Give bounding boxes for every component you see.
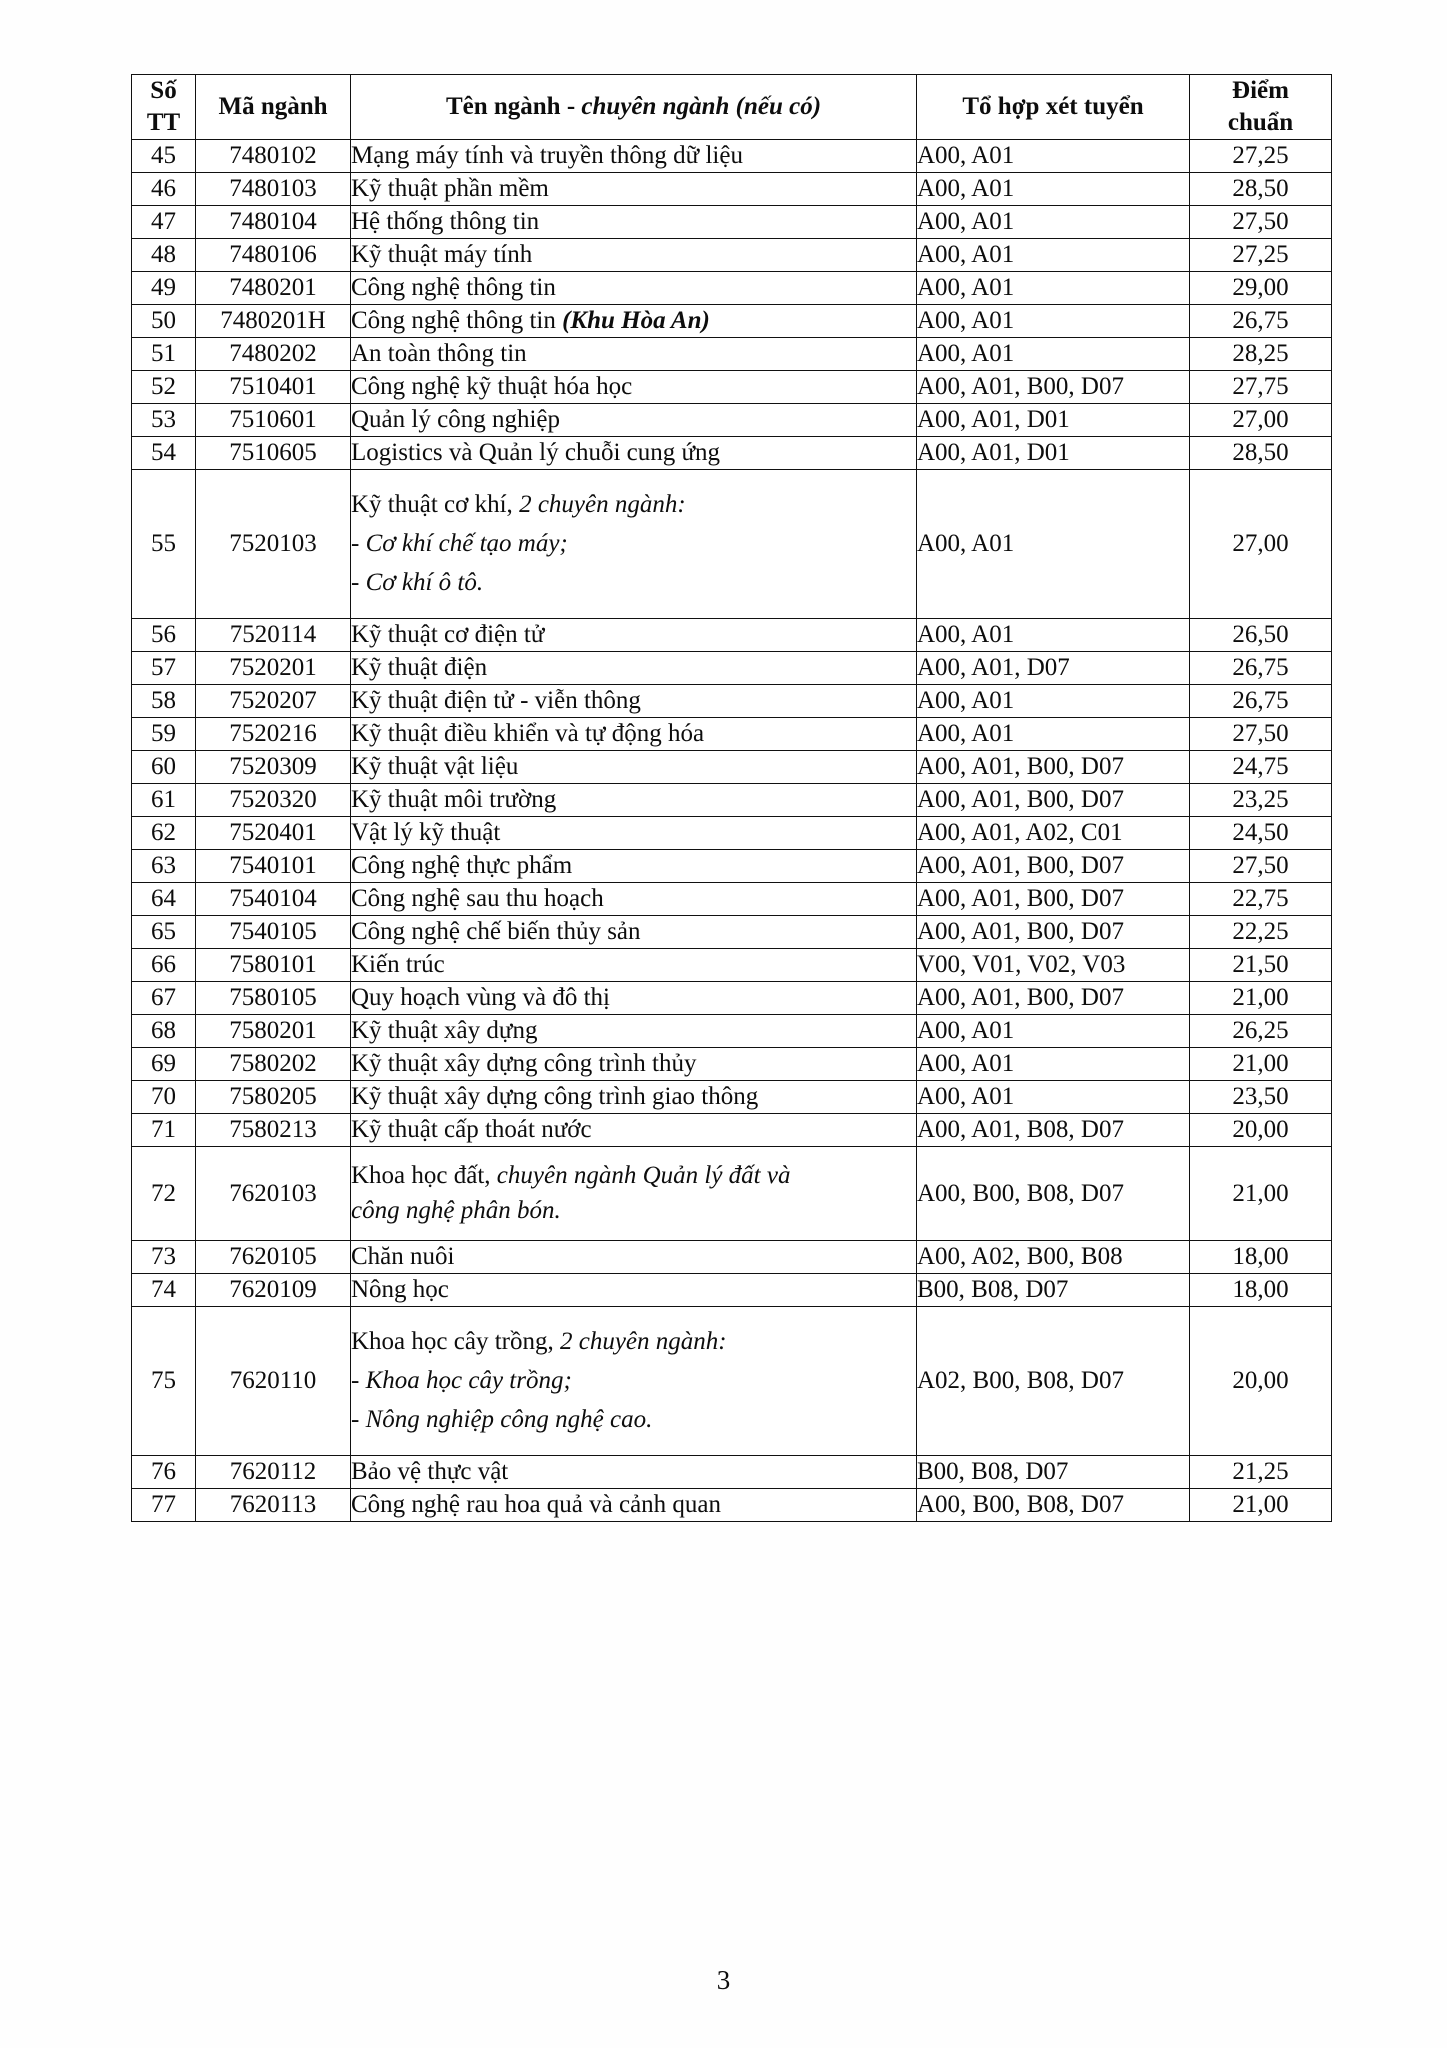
table-row — [132, 1048, 1332, 1081]
cell-stt: 59 — [132, 718, 196, 751]
cell-stt: 52 — [132, 371, 196, 404]
ten-nganh-text: Quy hoạch vùng và đô thị — [351, 984, 610, 1011]
cell-diem-chuan: 28,50 — [1190, 437, 1332, 470]
cell-stt: 50 — [132, 305, 196, 338]
cell-diem-chuan: 28,25 — [1190, 338, 1332, 371]
cell-ma-nganh: 7620109 — [196, 1274, 351, 1307]
cell-to-hop-xet-tuyen: A00, A01, B00, D07 — [917, 916, 1190, 949]
table-row — [132, 1307, 1332, 1456]
cell-ma-nganh: 7620113 — [196, 1489, 351, 1522]
table-header-row — [132, 75, 1332, 140]
cell-to-hop-xet-tuyen: A00, A01 — [917, 685, 1190, 718]
cell-ma-nganh: 7520216 — [196, 718, 351, 751]
cell-diem-chuan: 27,25 — [1190, 140, 1332, 173]
cell-ten-nganh — [351, 1015, 917, 1048]
table-row — [132, 371, 1332, 404]
cell-diem-chuan: 27,00 — [1190, 470, 1332, 619]
cell-ma-nganh: 7580201 — [196, 1015, 351, 1048]
cell-stt: 75 — [132, 1307, 196, 1456]
column-header-stt — [132, 75, 196, 140]
ten-nganh-text: Kỹ thuật cấp thoát nước — [351, 1116, 592, 1143]
column-header-ten-nganh — [351, 75, 917, 140]
ten-nganh-text: Logistics và Quản lý chuỗi cung ứng — [351, 439, 721, 466]
cell-ten-nganh — [351, 272, 917, 305]
cell-ten-nganh — [351, 1241, 917, 1274]
cell-ma-nganh: 7480201 — [196, 272, 351, 305]
cell-diem-chuan: 18,00 — [1190, 1274, 1332, 1307]
column-header-ten-nganh-plain: Tên ngành - — [445, 93, 582, 120]
cell-ten-nganh — [351, 239, 917, 272]
ten-nganh-text: Kỹ thuật cơ khí, — [351, 491, 520, 518]
cell-ten-nganh — [351, 1456, 917, 1489]
table-header — [132, 75, 1332, 140]
cell-stt: 66 — [132, 949, 196, 982]
cell-ten-nganh — [351, 1147, 917, 1241]
table-body — [132, 140, 1332, 1522]
cell-ma-nganh: 7520103 — [196, 470, 351, 619]
cell-ma-nganh: 7580202 — [196, 1048, 351, 1081]
table-row — [132, 1274, 1332, 1307]
cell-ten-nganh — [351, 1489, 917, 1522]
table-row — [132, 1241, 1332, 1274]
ten-nganh-text: Kỹ thuật xây dựng công trình thủy — [351, 1050, 697, 1077]
cell-ma-nganh: 7580205 — [196, 1081, 351, 1114]
cell-ma-nganh: 7580213 — [196, 1114, 351, 1147]
cell-stt: 45 — [132, 140, 196, 173]
column-header-diem-line2: chuẩn — [1227, 109, 1294, 136]
cell-ten-nganh — [351, 305, 917, 338]
cell-to-hop-xet-tuyen: A00, A02, B00, B08 — [917, 1241, 1190, 1274]
cell-to-hop-xet-tuyen: A00, A01 — [917, 305, 1190, 338]
cell-ma-nganh: 7510605 — [196, 437, 351, 470]
cell-diem-chuan: 21,25 — [1190, 1456, 1332, 1489]
cell-ten-nganh — [351, 982, 917, 1015]
cell-diem-chuan: 21,00 — [1190, 1489, 1332, 1522]
page-number: 3 — [716, 1965, 731, 1995]
cell-ten-nganh — [351, 685, 917, 718]
ten-nganh-text: Kỹ thuật xây dựng — [351, 1017, 538, 1044]
cell-ten-nganh — [351, 916, 917, 949]
cell-ma-nganh: 7480201H — [196, 305, 351, 338]
cell-diem-chuan: 20,00 — [1190, 1114, 1332, 1147]
cell-diem-chuan: 26,75 — [1190, 305, 1332, 338]
cell-ma-nganh: 7480103 — [196, 173, 351, 206]
cell-stt: 65 — [132, 916, 196, 949]
cell-ten-nganh — [351, 619, 917, 652]
cell-diem-chuan: 26,75 — [1190, 652, 1332, 685]
cell-ten-nganh-line — [351, 1160, 916, 1192]
cell-ten-nganh — [351, 1048, 917, 1081]
cell-ma-nganh: 7520320 — [196, 784, 351, 817]
cell-stt: 57 — [132, 652, 196, 685]
column-header-stt-line1: Số — [150, 77, 177, 104]
cell-diem-chuan: 23,50 — [1190, 1081, 1332, 1114]
cell-ma-nganh: 7620112 — [196, 1456, 351, 1489]
cell-diem-chuan: 27,50 — [1190, 206, 1332, 239]
cell-ten-nganh — [351, 718, 917, 751]
cell-to-hop-xet-tuyen: A00, A01, B00, D07 — [917, 784, 1190, 817]
cell-stt: 77 — [132, 1489, 196, 1522]
cell-stt: 73 — [132, 1241, 196, 1274]
cell-stt: 60 — [132, 751, 196, 784]
cell-ten-nganh — [351, 817, 917, 850]
cell-to-hop-xet-tuyen: B00, B08, D07 — [917, 1274, 1190, 1307]
table-row — [132, 751, 1332, 784]
cell-ten-nganh — [351, 404, 917, 437]
ten-nganh-campus-note: (Khu Hòa An) — [562, 307, 710, 334]
cell-to-hop-xet-tuyen: A00, A01, B00, D07 — [917, 982, 1190, 1015]
cell-to-hop-xet-tuyen: A02, B00, B08, D07 — [917, 1307, 1190, 1456]
column-header-diem-line1: Điểm — [1232, 77, 1289, 104]
ten-nganh-text: Kỹ thuật vật liệu — [351, 753, 519, 780]
cell-to-hop-xet-tuyen: A00, A01 — [917, 1081, 1190, 1114]
cell-to-hop-xet-tuyen: A00, A01 — [917, 619, 1190, 652]
cell-diem-chuan: 24,75 — [1190, 751, 1332, 784]
cell-to-hop-xet-tuyen: A00, A01, B00, D07 — [917, 751, 1190, 784]
ten-nganh-text: Kỹ thuật cơ điện tử — [351, 621, 545, 648]
cell-stt: 61 — [132, 784, 196, 817]
cell-ma-nganh: 7480202 — [196, 338, 351, 371]
cell-diem-chuan: 21,00 — [1190, 1048, 1332, 1081]
table-row — [132, 652, 1332, 685]
cell-ten-nganh — [351, 1307, 917, 1456]
cell-diem-chuan: 22,25 — [1190, 916, 1332, 949]
table-row — [132, 1456, 1332, 1489]
table-row — [132, 784, 1332, 817]
ten-nganh-text: Công nghệ sau thu hoạch — [351, 885, 604, 912]
cell-to-hop-xet-tuyen: A00, A01, B00, D07 — [917, 883, 1190, 916]
table-row — [132, 982, 1332, 1015]
cell-stt: 64 — [132, 883, 196, 916]
table-row — [132, 305, 1332, 338]
cell-ma-nganh: 7540104 — [196, 883, 351, 916]
ten-nganh-chuyen-nganh: - Nông nghiệp công nghệ cao. — [351, 1406, 653, 1433]
cell-to-hop-xet-tuyen: A00, A01, D01 — [917, 437, 1190, 470]
cell-ma-nganh: 7520309 — [196, 751, 351, 784]
cell-to-hop-xet-tuyen: B00, B08, D07 — [917, 1456, 1190, 1489]
ten-nganh-text: Công nghệ rau hoa quả và cảnh quan — [351, 1491, 722, 1518]
cell-ten-nganh — [351, 206, 917, 239]
cell-ma-nganh: 7580105 — [196, 982, 351, 1015]
cell-diem-chuan: 23,25 — [1190, 784, 1332, 817]
table-row — [132, 1147, 1332, 1241]
cell-stt: 58 — [132, 685, 196, 718]
table-row — [132, 239, 1332, 272]
cell-diem-chuan: 18,00 — [1190, 1241, 1332, 1274]
cell-to-hop-xet-tuyen: A00, A01 — [917, 470, 1190, 619]
ten-nganh-text: Công nghệ kỹ thuật hóa học — [351, 373, 633, 400]
ten-nganh-text: Kỹ thuật phần mềm — [351, 175, 549, 202]
cell-to-hop-xet-tuyen: A00, A01, B08, D07 — [917, 1114, 1190, 1147]
cell-ma-nganh: 7540101 — [196, 850, 351, 883]
table-row — [132, 619, 1332, 652]
ten-nganh-text: Kỹ thuật xây dựng công trình giao thông — [351, 1083, 759, 1110]
cell-ma-nganh: 7510401 — [196, 371, 351, 404]
cell-diem-chuan: 24,50 — [1190, 817, 1332, 850]
cell-ma-nganh: 7480106 — [196, 239, 351, 272]
table-row — [132, 1489, 1332, 1522]
cell-stt: 54 — [132, 437, 196, 470]
ten-nganh-text: Vật lý kỹ thuật — [351, 819, 501, 846]
table-row — [132, 1015, 1332, 1048]
table-row — [132, 338, 1332, 371]
cell-stt: 68 — [132, 1015, 196, 1048]
cell-stt: 49 — [132, 272, 196, 305]
ten-nganh-text: Kỹ thuật điều khiển và tự động hóa — [351, 720, 705, 747]
cell-to-hop-xet-tuyen: V00, V01, V02, V03 — [917, 949, 1190, 982]
cell-stt: 72 — [132, 1147, 196, 1241]
ten-nganh-text: Kỹ thuật điện tử - viễn thông — [351, 687, 641, 714]
cell-ma-nganh: 7520201 — [196, 652, 351, 685]
cell-diem-chuan: 27,75 — [1190, 371, 1332, 404]
cell-ma-nganh: 7510601 — [196, 404, 351, 437]
cell-ten-nganh — [351, 437, 917, 470]
cell-ten-nganh — [351, 652, 917, 685]
table-row — [132, 470, 1332, 619]
cell-to-hop-xet-tuyen: A00, A01, D01 — [917, 404, 1190, 437]
ten-nganh-text: Công nghệ thông tin — [351, 307, 563, 334]
cell-diem-chuan: 27,50 — [1190, 850, 1332, 883]
cell-to-hop-xet-tuyen: A00, A01 — [917, 206, 1190, 239]
ten-nganh-text: Chăn nuôi — [351, 1243, 455, 1270]
cell-diem-chuan: 28,50 — [1190, 173, 1332, 206]
cell-to-hop-xet-tuyen: A00, A01 — [917, 338, 1190, 371]
cell-ten-nganh — [351, 850, 917, 883]
cell-ma-nganh: 7620103 — [196, 1147, 351, 1241]
cell-ma-nganh: 7480104 — [196, 206, 351, 239]
cell-ten-nganh — [351, 470, 917, 619]
table-row — [132, 140, 1332, 173]
cell-diem-chuan: 22,75 — [1190, 883, 1332, 916]
cell-stt: 46 — [132, 173, 196, 206]
ten-nganh-text: Khoa học đất, — [351, 1162, 497, 1189]
cell-to-hop-xet-tuyen: A00, A01 — [917, 173, 1190, 206]
cell-stt: 74 — [132, 1274, 196, 1307]
ten-nganh-text: Mạng máy tính và truyền thông dữ liệu — [351, 142, 743, 169]
cell-ten-nganh — [351, 949, 917, 982]
cell-to-hop-xet-tuyen: A00, A01, D07 — [917, 652, 1190, 685]
ten-nganh-chuyen-nganh: chuyên ngành Quản lý đất và — [496, 1162, 791, 1189]
cell-diem-chuan: 27,50 — [1190, 718, 1332, 751]
cell-stt: 71 — [132, 1114, 196, 1147]
cell-ma-nganh: 7480102 — [196, 140, 351, 173]
table-row — [132, 1081, 1332, 1114]
cell-ma-nganh: 7620110 — [196, 1307, 351, 1456]
table-row — [132, 173, 1332, 206]
cell-ma-nganh: 7520401 — [196, 817, 351, 850]
table-row — [132, 850, 1332, 883]
ten-nganh-text: Kỹ thuật môi trường — [351, 786, 557, 813]
cell-ten-nganh-line — [351, 1326, 916, 1358]
cell-ten-nganh-line — [351, 489, 916, 521]
table-row — [132, 404, 1332, 437]
cell-diem-chuan: 27,00 — [1190, 404, 1332, 437]
column-header-stt-line2: TT — [146, 109, 181, 136]
cell-stt: 56 — [132, 619, 196, 652]
cell-to-hop-xet-tuyen: A00, B00, B08, D07 — [917, 1489, 1190, 1522]
cell-ten-nganh — [351, 371, 917, 404]
cell-ten-nganh-line — [351, 1404, 916, 1436]
table-row — [132, 718, 1332, 751]
cell-stt: 55 — [132, 470, 196, 619]
cell-to-hop-xet-tuyen: A00, A01, B00, D07 — [917, 850, 1190, 883]
cell-ten-nganh — [351, 784, 917, 817]
ten-nganh-text: An toàn thông tin — [351, 340, 527, 367]
cell-diem-chuan: 21,50 — [1190, 949, 1332, 982]
cell-to-hop-xet-tuyen: A00, A01 — [917, 272, 1190, 305]
table-row — [132, 685, 1332, 718]
ten-nganh-text: Hệ thống thông tin — [351, 208, 540, 235]
ten-nganh-text: Quản lý công nghiệp — [351, 406, 560, 433]
cell-stt: 69 — [132, 1048, 196, 1081]
cell-ma-nganh: 7520114 — [196, 619, 351, 652]
ten-nganh-chuyen-nganh: - Cơ khí chế tạo máy; — [351, 530, 568, 557]
table-row — [132, 272, 1332, 305]
ten-nganh-text: Công nghệ thông tin — [351, 274, 556, 301]
ten-nganh-text: Kỹ thuật máy tính — [351, 241, 533, 268]
cell-ten-nganh — [351, 1081, 917, 1114]
cell-to-hop-xet-tuyen: A00, B00, B08, D07 — [917, 1147, 1190, 1241]
ten-nganh-text: Bảo vệ thực vật — [351, 1458, 509, 1485]
cell-ten-nganh — [351, 140, 917, 173]
column-header-ten-nganh-italic: chuyên ngành (nếu có) — [581, 93, 822, 120]
cell-to-hop-xet-tuyen: A00, A01, A02, C01 — [917, 817, 1190, 850]
cell-to-hop-xet-tuyen: A00, A01 — [917, 718, 1190, 751]
column-header-to-hop: Tổ hợp xét tuyển — [917, 75, 1190, 140]
table-row — [132, 916, 1332, 949]
cell-stt: 62 — [132, 817, 196, 850]
table-row — [132, 949, 1332, 982]
cell-diem-chuan: 26,50 — [1190, 619, 1332, 652]
cell-ma-nganh: 7620105 — [196, 1241, 351, 1274]
cell-diem-chuan: 27,25 — [1190, 239, 1332, 272]
cell-ten-nganh-line — [351, 1195, 916, 1227]
cell-diem-chuan: 29,00 — [1190, 272, 1332, 305]
table-row — [132, 883, 1332, 916]
cell-to-hop-xet-tuyen: A00, A01, B00, D07 — [917, 371, 1190, 404]
admission-scores-table — [131, 74, 1332, 1522]
cell-to-hop-xet-tuyen: A00, A01 — [917, 1048, 1190, 1081]
cell-ten-nganh — [351, 173, 917, 206]
ten-nganh-chuyen-nganh: - Cơ khí ô tô. — [351, 569, 484, 596]
cell-ten-nganh-line — [351, 567, 916, 599]
cell-diem-chuan: 26,25 — [1190, 1015, 1332, 1048]
cell-ten-nganh — [351, 751, 917, 784]
column-header-ma-nganh: Mã ngành — [196, 75, 351, 140]
ten-nganh-text: Khoa học cây trồng, — [351, 1328, 560, 1355]
cell-to-hop-xet-tuyen: A00, A01 — [917, 140, 1190, 173]
cell-stt: 63 — [132, 850, 196, 883]
cell-stt: 51 — [132, 338, 196, 371]
table-row — [132, 437, 1332, 470]
cell-stt: 47 — [132, 206, 196, 239]
ten-nganh-chuyen-nganh: 2 chuyên ngành: — [559, 1328, 727, 1355]
table-row — [132, 206, 1332, 239]
cell-ma-nganh: 7520207 — [196, 685, 351, 718]
cell-diem-chuan: 20,00 — [1190, 1307, 1332, 1456]
cell-ma-nganh: 7580101 — [196, 949, 351, 982]
admission-table-container — [131, 74, 1331, 1522]
cell-ten-nganh — [351, 1274, 917, 1307]
cell-ma-nganh: 7540105 — [196, 916, 351, 949]
cell-to-hop-xet-tuyen: A00, A01 — [917, 1015, 1190, 1048]
cell-stt: 76 — [132, 1456, 196, 1489]
cell-ten-nganh-line — [351, 528, 916, 560]
cell-stt: 70 — [132, 1081, 196, 1114]
cell-ten-nganh — [351, 1114, 917, 1147]
cell-diem-chuan: 21,00 — [1190, 982, 1332, 1015]
cell-ten-nganh-line — [351, 1365, 916, 1397]
cell-stt: 53 — [132, 404, 196, 437]
table-row — [132, 817, 1332, 850]
cell-ten-nganh — [351, 883, 917, 916]
cell-ten-nganh — [351, 338, 917, 371]
ten-nganh-text: Nông học — [351, 1276, 449, 1303]
cell-stt: 48 — [132, 239, 196, 272]
cell-diem-chuan: 26,75 — [1190, 685, 1332, 718]
ten-nganh-chuyen-nganh: - Khoa học cây trồng; — [351, 1367, 572, 1394]
column-header-diem-chuan — [1190, 75, 1332, 140]
table-row — [132, 1114, 1332, 1147]
cell-diem-chuan: 21,00 — [1190, 1147, 1332, 1241]
ten-nganh-text: Công nghệ chế biến thủy sản — [351, 918, 641, 945]
ten-nganh-text: Kiến trúc — [351, 951, 445, 978]
ten-nganh-chuyen-nganh: 2 chuyên ngành: — [519, 491, 686, 518]
ten-nganh-text: Kỹ thuật điện — [351, 654, 488, 681]
cell-stt: 67 — [132, 982, 196, 1015]
ten-nganh-text: Công nghệ thực phẩm — [351, 852, 573, 879]
ten-nganh-chuyen-nganh: công nghệ phân bón. — [351, 1197, 561, 1224]
cell-to-hop-xet-tuyen: A00, A01 — [917, 239, 1190, 272]
